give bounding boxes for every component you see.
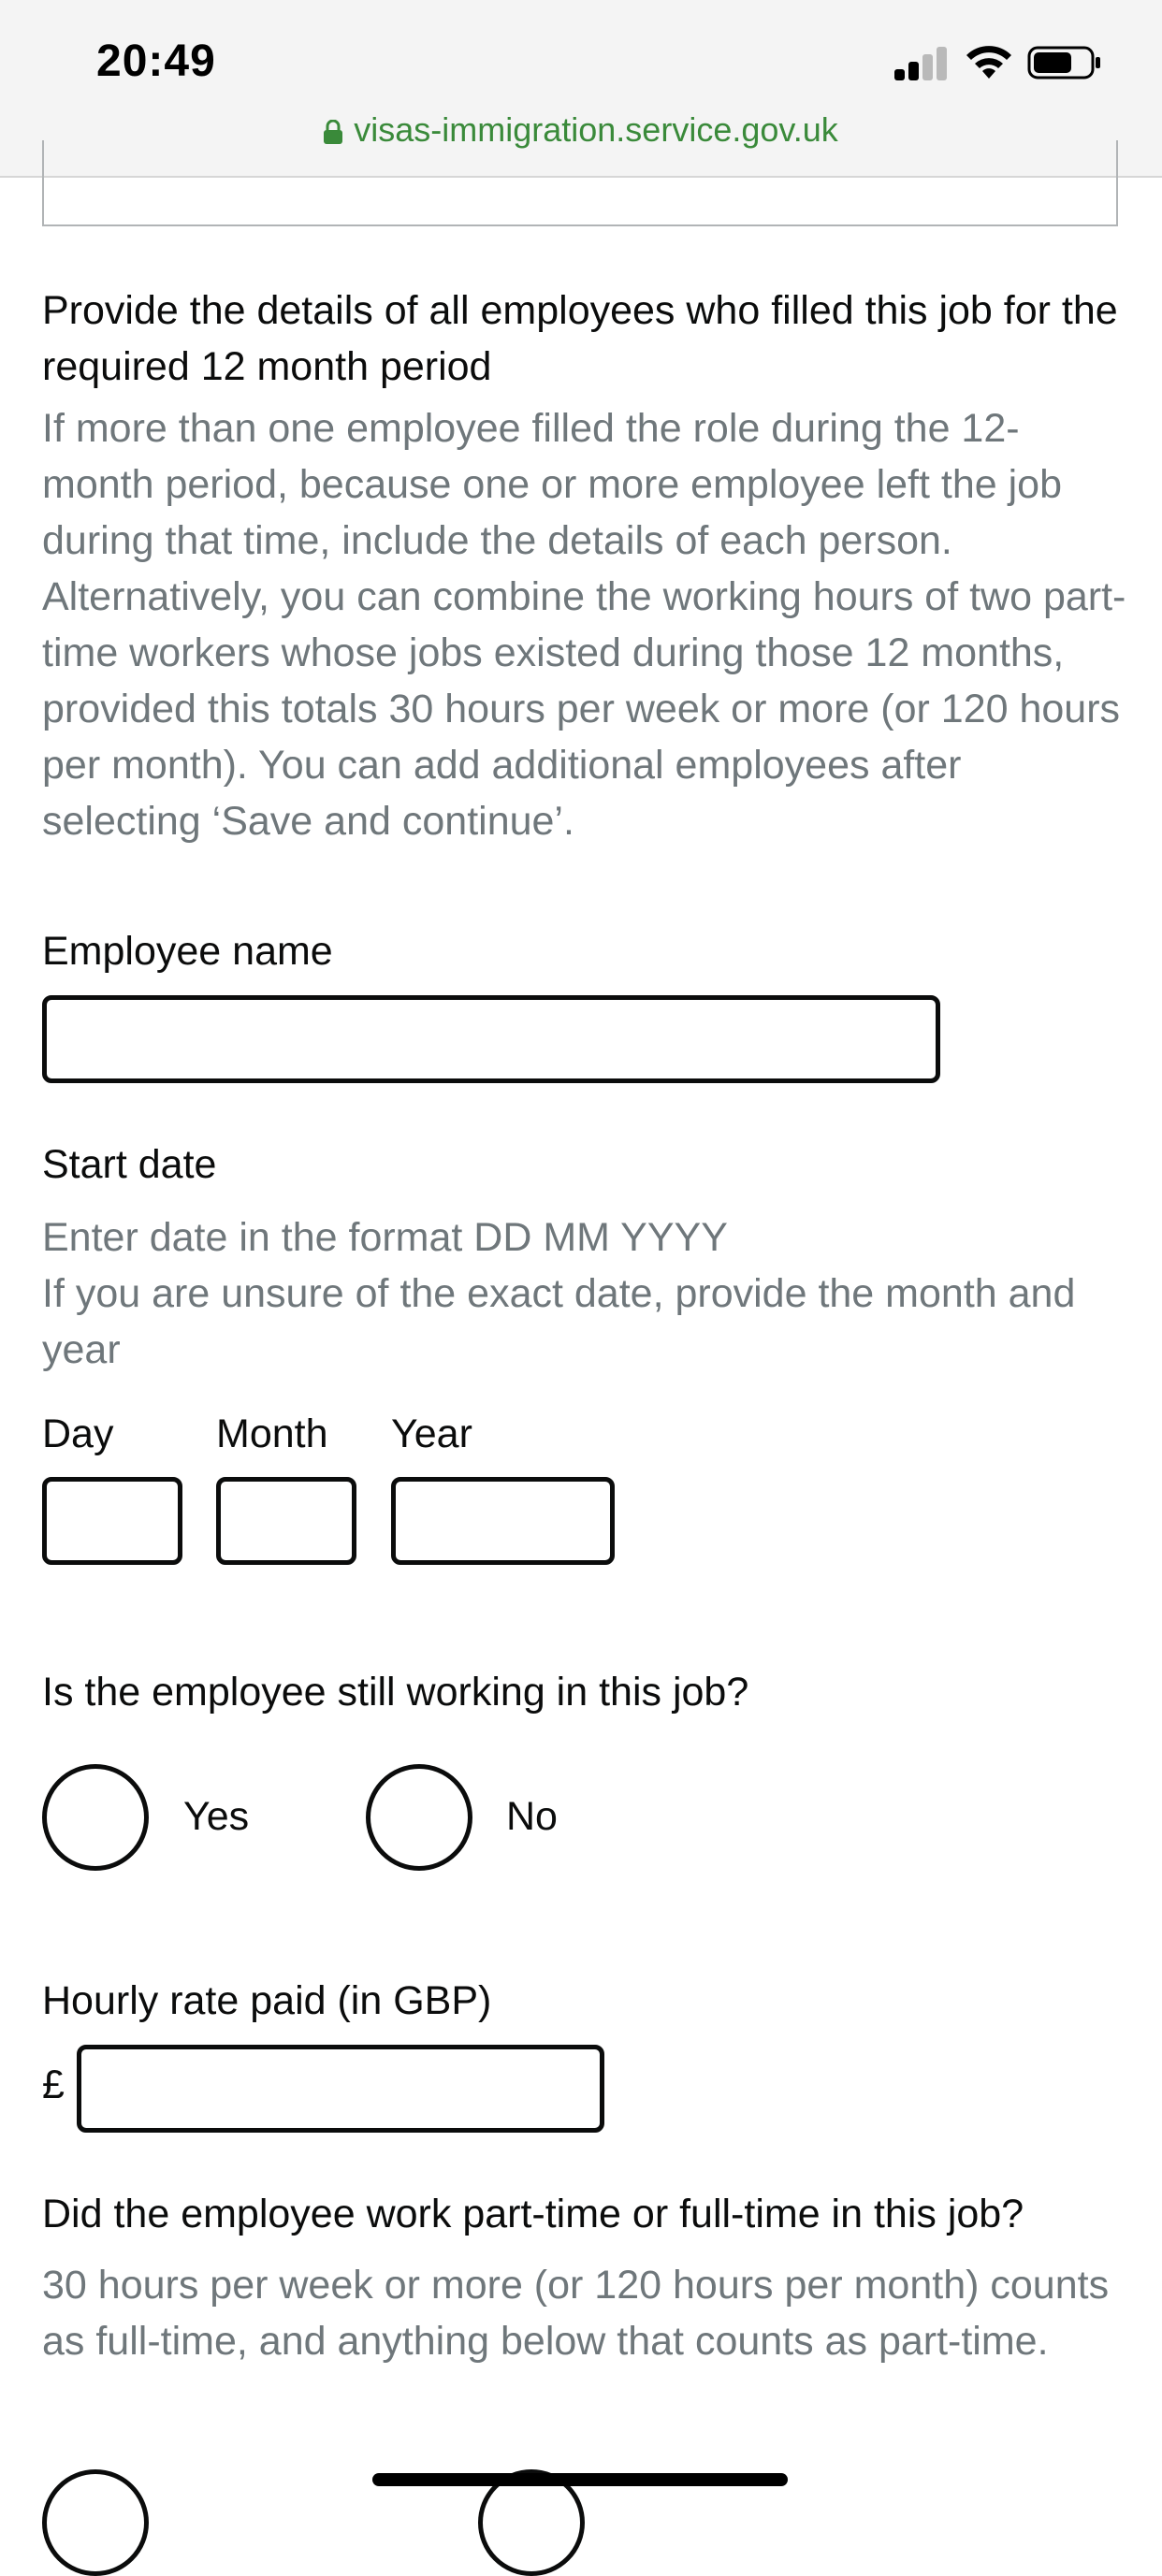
- url-text: visas-immigration.service.gov.uk: [354, 110, 838, 149]
- day-label: Day: [42, 1411, 114, 1456]
- start-date-hint-format: Enter date in the format DD MM YYYY: [42, 1215, 728, 1260]
- start-date-year-input[interactable]: [391, 1477, 615, 1565]
- currency-symbol: £: [42, 2062, 65, 2107]
- cellular-signal-icon: [894, 47, 947, 80]
- home-indicator-bar[interactable]: [372, 2473, 788, 2486]
- section-hint-text: If more than one employee filled the role during the 12-month period, because one or more employee left the job during that time, include the details of each person. Alternatively, you can combine the working hours of two part-time workers whose jobs existed during those 12 months, provided this totals 30 hours per week or more (or 120 hours per month). You can add additional employees after selecting ‘Save and continue’.: [42, 406, 1126, 844]
- previous-field-box: [42, 140, 1118, 226]
- still-working-yes-radio[interactable]: [42, 1764, 149, 1871]
- part-time-radio[interactable]: [42, 2469, 149, 2576]
- start-date-month-input[interactable]: [216, 1477, 356, 1565]
- still-working-yes-label[interactable]: Yes: [183, 1794, 250, 1839]
- employee-name-label: Employee name: [42, 929, 333, 974]
- work-pattern-hint: 30 hours per week or more (or 120 hours per month) counts as full-time, and anything below that counts as part-time.: [42, 2263, 1110, 2364]
- battery-icon: [1027, 45, 1102, 80]
- start-date-label: Start date: [42, 1142, 217, 1187]
- still-working-question: Is the employee still working in this job?: [42, 1670, 749, 1715]
- clock-time: 20:49: [96, 36, 216, 86]
- employee-name-input[interactable]: [42, 995, 940, 1083]
- start-date-hint-unsure: If you are unsure of the exact date, provide the month and year: [42, 1271, 1076, 1372]
- start-date-day-input[interactable]: [42, 1477, 182, 1565]
- work-pattern-question: Did the employee work part-time or full-time in this job?: [42, 2192, 1024, 2236]
- still-working-no-radio[interactable]: [366, 1764, 472, 1871]
- section-heading-text: Provide the details of all employees who filled this job for the required 12 month period: [42, 288, 1118, 389]
- month-label: Month: [216, 1411, 328, 1456]
- year-label: Year: [391, 1411, 472, 1456]
- hourly-rate-input[interactable]: [77, 2045, 604, 2133]
- hourly-rate-label: Hourly rate paid (in GBP): [42, 1978, 492, 2023]
- wifi-icon: [964, 43, 1014, 80]
- still-working-no-label[interactable]: No: [506, 1794, 558, 1839]
- employees-section-heading: [42, 282, 1127, 849]
